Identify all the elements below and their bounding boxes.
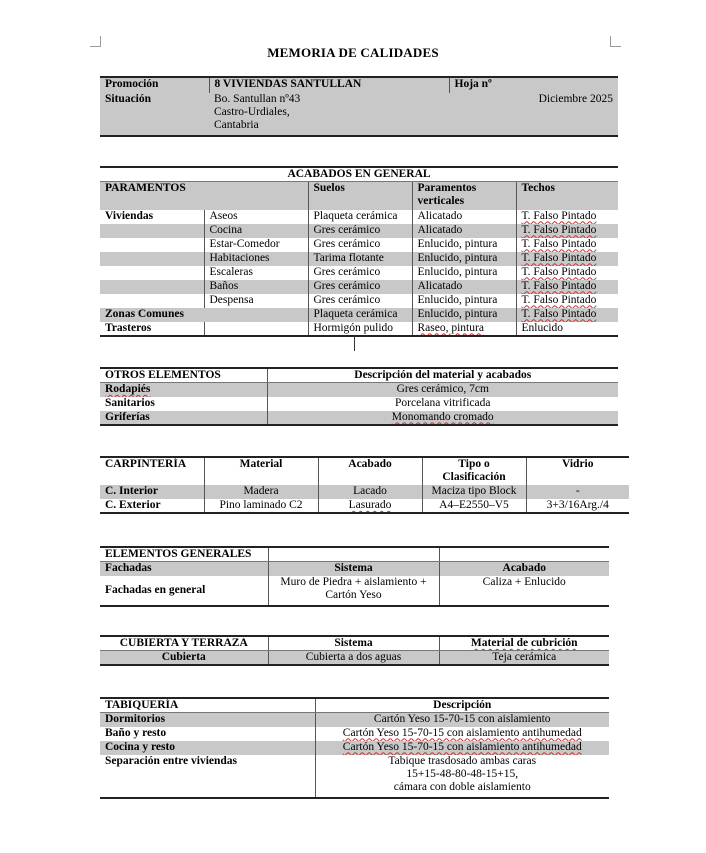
separacion-line: 15+15-48-80-48-15+15, [406,767,519,780]
room-name: Cocina [204,224,308,238]
empty-cell [439,547,609,562]
situacion-line: Cantabria [214,119,259,131]
tabiqueria-desc: Cartón Yeso 15-70-15 con aislamiento antihumedad [315,727,609,741]
otros-desc: Porcelana vitrificada [267,397,618,411]
acabados-title: ACABADOS EN GENERAL [100,167,618,182]
sistema-line: Cartón Yeso [325,588,382,601]
vertical-cell: Alicatado [412,224,516,238]
otros-elementos-table [100,367,618,426]
carpinteria-header: CARPINTERÍA [100,457,204,485]
empty-cell [100,266,204,280]
acabado-cell: Caliza + Enlucido [439,576,609,606]
vidrio-cell: - [526,485,629,499]
situacion-line: Castro-Urdiales, [214,106,290,118]
techo-cell: T. Falso Pintado [516,252,618,266]
col-header-suelos: Suelos [308,182,412,210]
separacion-label: Separación entre viviendas [100,755,315,798]
tabiqueria-header: TABIQUERÍA [100,698,315,713]
acabado-header: Acabado [439,562,609,576]
sistema-line: Muro de Piedra + aislamiento + [280,575,427,588]
sistema-header: Sistema [268,562,439,576]
situacion-value [209,93,511,136]
empty-cell [204,322,308,336]
tabiqueria-label: Cocina y resto [105,740,176,753]
techo-cell: T. Falso Pintado [516,238,618,252]
otros-desc: Monomando cromado [267,411,618,425]
descripcion-header: Descripción del material y acabados [267,368,618,383]
vertical-cell: Enlucido, pintura [412,308,516,322]
tabiqueria-desc: Cartón Yeso 15-70-15 con aislamiento [315,713,609,727]
promocion-value: 8 VIVIENDAS SANTULLAN [209,77,449,93]
cubierta-label: Cubierta [100,651,268,666]
situacion-line: Bo. Santullan nº43 [214,93,301,105]
text-cursor [354,336,355,351]
material-cell: Madera [204,485,318,499]
situacion-label: Situación [100,93,209,136]
material-header: Material de cubrición [439,636,609,651]
vertical-cell: Enlucido, pintura [412,266,516,280]
vertical-cell: Enlucido, pintura [412,294,516,308]
techo-cell: T. Falso Pintado [516,294,618,308]
sistema-header: Sistema [268,636,439,651]
fecha: Diciembre 2025 [511,93,618,136]
carpinteria-label: C. Exterior [100,499,204,513]
empty-cell [100,294,204,308]
techo-cell: T. Falso Pintado [516,280,618,294]
acabados-table [100,166,618,337]
material-header: Material [204,457,318,485]
techo-cell: T. Falso Pintado [516,266,618,280]
room-name: Estar-Comedor [204,238,308,252]
hoja-label: Hoja nº [449,77,511,93]
carpinteria-table [100,456,629,514]
techo-cell: Enlucido [516,322,618,336]
suelo-cell: Gres cerámico [308,238,412,252]
techo-cell: T. Falso Pintado [516,210,618,224]
empty-cell [268,547,439,562]
acabado-cell: Lacado [318,485,422,499]
acabado-cell: Lasurado [318,499,422,513]
header-table [100,76,618,137]
acabado-header: Acabado [318,457,422,485]
fachadas-label: Fachadas en general [100,576,268,606]
vertical-cell: Alicatado [412,210,516,224]
elementos-generales-table [100,546,609,607]
col-header-paramentos-verticales: Paramentos verticales [412,182,516,210]
suelo-cell: Plaqueta cerámica [308,210,412,224]
suelo-cell: Tarima flotante [308,252,412,266]
tipo-header: Tipo o Clasificación [422,457,526,485]
otros-desc: Gres cerámico, 7cm [267,383,618,397]
vidrio-cell: 3+3/16Arg./4 [526,499,629,513]
col-header-paramentos: PARAMENTOS [105,182,186,194]
empty-cell [100,224,204,238]
tabiqueria-table [100,697,609,799]
suelo-cell: Hormigón pulido [308,322,412,336]
material-cell: Pino laminado C2 [204,499,318,513]
tipo-cell: A4–E2550–V5 [422,499,526,513]
group-viviendas: Viviendas [105,209,154,222]
room-name: Despensa [204,294,308,308]
vidrio-header: Vidrio [526,457,629,485]
promocion-label: Promoción [100,77,209,93]
otros-label: Sanitarios [105,396,155,409]
empty-cell [100,238,204,252]
col-header-techos: Techos [516,182,618,210]
tabiqueria-label: Dormitorios [105,713,166,725]
separacion-desc [315,755,609,798]
hoja-value [511,77,618,93]
material-cell: Teja cerámica [439,651,609,666]
separacion-line: cámara con doble aislamiento [393,780,531,793]
techo-cell: T. Falso Pintado [516,308,618,322]
suelo-cell: Gres cerámico [308,266,412,280]
otros-header: OTROS ELEMENTOS [100,368,267,383]
zonas-comunes-label: Zonas Comunes [105,307,184,320]
vertical-cell: Raseo, pintura [412,322,516,336]
vertical-cell: Enlucido, pintura [412,252,516,266]
tipo-cell: Maciza tipo Block [422,485,526,499]
suelo-cell: Gres cerámico [308,294,412,308]
suelo-cell: Plaqueta cerámica [308,308,412,322]
fachadas-header: Fachadas [105,562,152,574]
separacion-line: Tabique trasdosado ambas caras [388,754,537,767]
cubierta-table [100,635,609,666]
descripcion-header: Descripción [315,698,609,713]
elementos-title: ELEMENTOS GENERALES [100,547,268,562]
vertical-cell: Enlucido, pintura [412,238,516,252]
room-name: Aseos [204,210,308,224]
empty-cell [100,280,204,294]
suelo-cell: Gres cerámico [308,280,412,294]
vertical-cell: Alicatado [412,280,516,294]
sistema-cell [268,576,439,606]
document-title: MEMORIA DE CALIDADES [267,45,439,60]
empty-cell [100,252,204,266]
otros-label: Griferías [100,411,267,425]
suelo-cell: Gres cerámico [308,224,412,238]
tabiqueria-desc: Cartón Yeso 15-70-15 con aislamiento antihumedad [315,741,609,755]
techo-cell: T. Falso Pintado [516,224,618,238]
room-name: Escaleras [204,266,308,280]
otros-label: Rodapiés [105,383,151,395]
carpinteria-label: C. Interior [105,485,159,497]
sistema-cell: Cubierta a dos aguas [268,651,439,666]
cubierta-header: CUBIERTA Y TERRAZA [100,636,268,651]
room-name: Habitaciones [204,252,308,266]
room-name: Baños [204,280,308,294]
tabiqueria-label: Baño y resto [105,726,167,739]
trasteros-label: Trasteros [100,322,204,336]
